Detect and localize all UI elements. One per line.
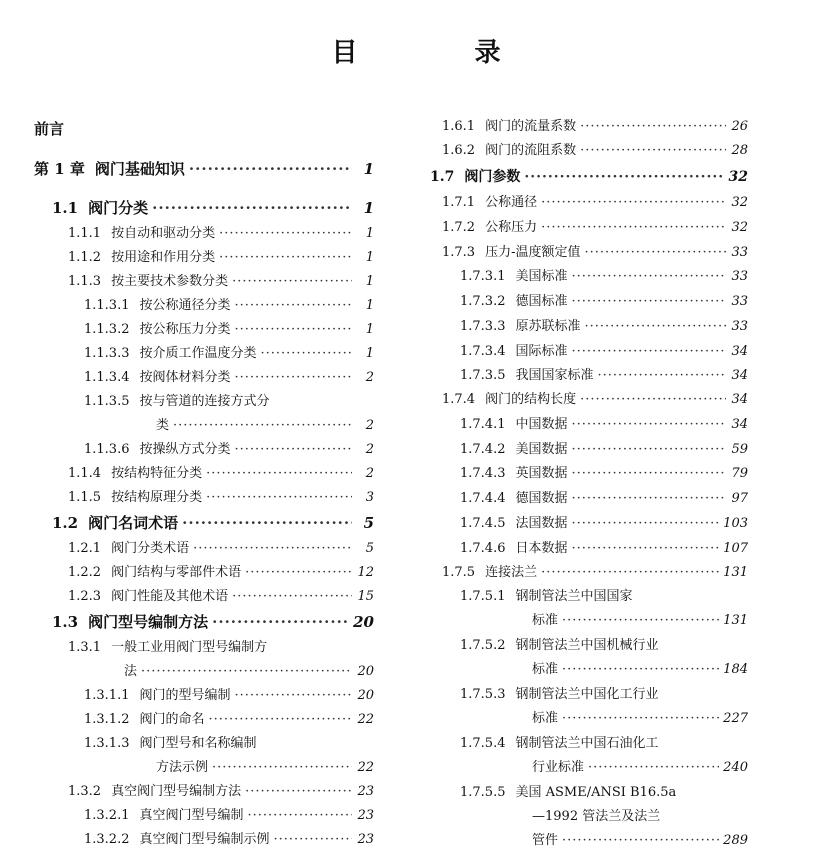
toc-entry [460,441,748,459]
toc-entry-title: 按公称压力分类 [139,322,231,337]
toc-entry [442,194,748,212]
toc-entry-number: 1.1.3.4 [84,370,130,385]
toc-entry [460,465,748,483]
toc-entry-title: 阀门基础知识 [94,160,185,178]
toc-entry-title: 公称通径 [485,195,538,210]
toc-leader-dots [245,783,352,801]
toc-entry [460,588,748,606]
toc-entry-number: 1.1.3.6 [84,442,130,457]
toc-entry-number: 1.1.3 [68,274,102,289]
toc-leader-dots [182,514,352,532]
toc-entry [460,416,748,434]
toc-entry-title: 法国数据 [515,516,568,531]
toc-entry-page: 103 [723,516,748,531]
toc-entry-title: 按用途和作用分类 [111,250,216,265]
toc-entry-title: 按公称通径分类 [139,298,231,313]
toc-entry-number: 1.7.1 [442,195,476,210]
toc-entry [430,168,748,186]
toc-entry-title: 原苏联标准 [515,319,581,334]
toc-entry-number: 1.7.4.4 [460,491,506,506]
toc-entry-page: 33 [731,269,748,284]
toc-entry [460,268,748,286]
toc-entry-page: 5 [365,541,374,556]
toc-entry-number: 1.7.5 [442,565,476,580]
toc-entry-page: 12 [357,565,374,580]
toc-entry-title: 日本数据 [515,541,568,556]
toc-entry-page: 2 [365,466,374,481]
toc-leader-dots [232,588,352,606]
toc-leader-dots [572,416,727,434]
toc-entry-title: 阀门的流阻系数 [485,143,577,158]
toc-entry-page: 5 [363,514,374,532]
toc-entry-title: 行业标准 [532,760,585,775]
toc-entry [460,735,748,753]
toc-entry-number: 1.7.4.3 [460,466,506,481]
toc-leader-dots [580,391,726,409]
toc-entry-number: 1.7.5.3 [460,687,506,702]
toc-leader-dots [572,515,720,533]
toc-leader-dots [193,540,352,558]
toc-leader-dots [219,225,352,243]
toc-entry [460,343,748,361]
toc-leader-dots [261,345,353,363]
toc-entry-page: 23 [357,784,374,799]
toc-entry-page: 33 [731,294,748,309]
toc-entry [68,249,374,267]
toc-entry-title: 美国 ASME/ANSI B16.5a [515,785,677,800]
toc-entry-title: 钢制管法兰中国机械行业 [515,638,659,653]
toc-entry-number: 1.2.1 [68,541,102,556]
toc-leader-dots [274,831,353,849]
toc-entry [442,142,748,160]
toc-leader-dots [562,832,719,850]
toc-leader-dots [206,465,352,483]
toc-leader-dots [541,194,726,212]
toc-entry-page: 22 [357,760,374,775]
toc-entry [532,710,748,728]
toc-leader-dots [189,160,352,178]
toc-entry [52,613,374,631]
toc-entry-page: 20 [357,688,374,703]
toc-leader-dots [209,711,353,729]
toc-entry-number: 1.7.5.4 [460,736,506,751]
toc-entry-page: 32 [728,169,748,185]
toc-entry-title: 阀门型号和名称编制 [139,736,257,751]
toc-entry-title: 钢制管法兰中国化工行业 [515,687,659,702]
toc-leader-dots [141,663,352,681]
toc-entry [68,783,374,801]
toc-entry-page: 131 [723,613,748,628]
toc-entry-number: 1.1.5 [68,490,102,505]
toc-entry-number: 1.1.2 [68,250,102,265]
toc-entry-page: 227 [723,711,748,726]
toc-entry-page: 22 [357,712,374,727]
toc-entry [68,489,374,507]
toc-entry [532,759,748,777]
toc-entry-title: 美国数据 [515,442,568,457]
toc-entry-number: 1.7.4.6 [460,541,506,556]
toc-entry [84,441,374,459]
toc-entry-number: 1.7 [430,169,455,185]
toc-entry-page: 1 [365,250,374,265]
toc-entry [460,637,748,655]
toc-entry-title: 钢制管法兰中国国家 [515,589,633,604]
toc-entry [124,663,374,681]
toc-entry-title: 阀门参数 [464,169,521,185]
toc-entry [532,832,748,850]
toc-entry-title: 我国国家标准 [515,368,594,383]
toc-entry [532,808,748,826]
toc-entry [460,686,748,704]
toc-entry-title: —1992 管法兰及法兰 [532,809,661,824]
toc-entry-title: 法 [124,664,138,679]
toc-entry [68,465,374,483]
toc-leader-dots [235,687,353,705]
toc-entry-title: 德国数据 [515,491,568,506]
toc-entry [84,831,374,849]
toc-entry-number: 1.1 [52,199,79,217]
toc-entry [84,345,374,363]
toc-entry-number: 1.7.3.1 [460,269,506,284]
toc-entry-title: 英国数据 [515,466,568,481]
toc-entry-number: 1.7.3.3 [460,319,506,334]
toc-entry-page: 34 [731,368,748,383]
toc-entry [442,564,748,582]
toc-entry-page: 1 [365,226,374,241]
toc-entry [84,321,374,339]
toc-entry-number: 1.3.2 [68,784,102,799]
toc-entry [68,225,374,243]
toc-entry [460,784,748,802]
toc-entry-number: 1.7.4.1 [460,417,506,432]
toc-entry [442,391,748,409]
toc-entry-page: 79 [731,466,748,481]
toc-entry-title: 阀门分类术语 [111,541,190,556]
toc-leader-dots [173,417,352,435]
toc-entry-page: 2 [365,418,374,433]
toc-entry-page: 23 [357,808,374,823]
toc-entry-number: 1.7.5.1 [460,589,506,604]
toc-entry-number: 1.7.4 [442,392,476,407]
toc-entry [460,490,748,508]
toc-entry-title: 一般工业用阀门型号编制方 [111,640,268,655]
toc-entry-number: 1.3.1 [68,640,102,655]
toc-entry-page: 33 [731,245,748,260]
toc-entry-number: 1.3 [52,613,79,631]
toc-entry-page: 3 [365,490,374,505]
toc-entry-number: 1.1.3.2 [84,322,130,337]
toc-entry-page: 34 [731,344,748,359]
toc-leader-dots [572,465,727,483]
toc-entry-number: 1.7.2 [442,220,476,235]
toc-entry-page: 59 [731,442,748,457]
toc-entry-number: 1.1.3.1 [84,298,130,313]
toc-entry [532,661,748,679]
toc-leader-dots [572,441,727,459]
toc-leader-dots [562,710,719,728]
toc-entry-title: 国际标准 [515,344,568,359]
toc-leader-dots [212,759,352,777]
toc-entry [460,540,748,558]
toc-entry [34,160,374,178]
toc-entry [84,711,374,729]
toc-entry-title: 管件 [532,833,559,848]
toc-entry-page: 2 [365,442,374,457]
toc-leader-dots [584,244,726,262]
toc-entry-page: 1 [365,322,374,337]
toc-entry [68,564,374,582]
toc-entry-title: 德国标准 [515,294,568,309]
toc-entry-title: 按与管道的连接方式分 [139,394,270,409]
toc-leader-dots [572,490,727,508]
toc-entry-page: 184 [723,662,748,677]
toc-entry-title: 阀门型号编制方法 [88,613,209,631]
toc-leader-dots [572,343,727,361]
toc-leader-dots [580,142,726,160]
toc-entry-number: 1.7.3.4 [460,344,506,359]
toc-entry-page: 2 [365,370,374,385]
toc-entry [52,514,374,532]
toc-entry-page: 20 [353,613,374,631]
toc-entry-title: 压力-温度额定值 [485,245,581,260]
toc-entry-title: 真空阀门型号编制方法 [111,784,242,799]
toc-entry-number: 1.7.5.5 [460,785,506,800]
toc-entry-page: 1 [365,298,374,313]
toc-entry-number: 1.3.1.2 [84,712,130,727]
toc-entry-title: 标准 [532,662,559,677]
toc-entry [442,244,748,262]
toc-entry-title: 阀门分类 [88,199,149,217]
toc-entry-number: 1.7.3.2 [460,294,506,309]
toc-leader-dots [235,369,353,387]
toc-entry [460,367,748,385]
toc-leader-dots [232,273,352,291]
toc-entry-number: 1.7.4.2 [460,442,506,457]
toc-entry-title: 美国标准 [515,269,568,284]
toc-entry-page: 289 [723,833,748,848]
toc-entry-number: 1.1.3.5 [84,394,130,409]
toc-leader-dots [541,219,726,237]
toc-leader-dots [580,118,726,136]
toc-entry [84,807,374,825]
toc-entry [34,120,354,138]
toc-entry-title: 标准 [532,613,559,628]
toc-entry-title: 阀门的型号编制 [139,688,231,703]
toc-entry-number: 1.3.2.1 [84,808,130,823]
toc-entry-title: 阀门的流量系数 [485,119,577,134]
toc-entry-number: 1.2.3 [68,589,102,604]
toc-entry [68,273,374,291]
toc-entry-number: 1.6.1 [442,119,476,134]
toc-leader-dots [219,249,352,267]
toc-leader-dots [588,759,719,777]
toc-entry-page: 34 [731,392,748,407]
toc-entry-number: 1.1.1 [68,226,102,241]
toc-entry-page: 34 [731,417,748,432]
toc-entry-number: 1.1.4 [68,466,102,481]
toc-entry-number: 1.7.3.5 [460,368,506,383]
toc-entry-page: 1 [365,346,374,361]
toc-entry-title: 按阀体材料分类 [139,370,231,385]
toc-entry-number: 1.7.3 [442,245,476,260]
toc-entry-title: 公称压力 [485,220,538,235]
toc-entry-title: 真空阀门型号编制示例 [139,832,270,847]
toc-leader-dots [235,297,353,315]
toc-entry-page: 107 [723,541,748,556]
toc-leader-dots [152,199,352,217]
toc-entry-title: 按结构原理分类 [111,490,203,505]
toc-entry [84,735,374,753]
toc-entry-page: 131 [723,565,748,580]
toc-entry-page: 26 [731,119,748,134]
toc-entry-page: 97 [731,491,748,506]
toc-leader-dots [572,293,727,311]
toc-entry [156,759,374,777]
toc-entry-title: 阀门性能及其他术语 [111,589,229,604]
toc-leader-dots [212,613,349,631]
toc-entry [68,588,374,606]
toc-leader-dots [248,807,353,825]
toc-entry-title: 阀门结构与零部件术语 [111,565,242,580]
toc-entry-title: 标准 [532,711,559,726]
toc-entry-number: 前言 [34,120,65,138]
toc-leader-dots [524,168,724,186]
toc-entry-page: 1 [363,199,374,217]
toc-entry-number: 1.7.4.5 [460,516,506,531]
toc-entry-number: 1.3.1.3 [84,736,130,751]
toc-entry-title: 按自动和驱动分类 [111,226,216,241]
toc-entry-number: 第 1 章 [34,160,85,178]
toc-entry-page: 32 [731,195,748,210]
toc-leader-dots [206,489,352,507]
toc-entry-title: 类 [156,418,170,433]
toc-entry-page: 20 [357,664,374,679]
toc-entry [84,687,374,705]
toc-entry [460,293,748,311]
toc-entry-page: 28 [731,143,748,158]
toc-entry-page: 32 [731,220,748,235]
toc-leader-dots [235,441,353,459]
toc-leader-dots [572,268,727,286]
toc-entry [84,297,374,315]
toc-entry [532,612,748,630]
toc-entry-title: 按结构特征分类 [111,466,203,481]
toc-leader-dots [562,612,719,630]
toc-leader-dots [245,564,352,582]
toc-entry-number: 1.2.2 [68,565,102,580]
toc-entry-title: 中国数据 [515,417,568,432]
page-title: 目 录 [331,38,555,68]
toc-entry-page: 15 [357,589,374,604]
toc-entry-number: 1.1.3.3 [84,346,130,361]
toc-leader-dots [585,318,727,336]
toc-entry [442,118,748,136]
toc-entry-title: 按主要技术参数分类 [111,274,229,289]
toc-entry-page: 240 [723,760,748,775]
toc-entry-number: 1.7.5.2 [460,638,506,653]
toc-entry-number: 1.6.2 [442,143,476,158]
toc-entry-number: 1.2 [52,514,79,532]
toc-entry-title: 钢制管法兰中国石油化工 [515,736,659,751]
toc-entry-title: 真空阀门型号编制 [139,808,244,823]
toc-entry-page: 33 [731,319,748,334]
toc-leader-dots [572,540,720,558]
toc-entry-title: 阀门的结构长度 [485,392,577,407]
toc-entry-title: 方法示例 [156,760,209,775]
toc-entry [460,515,748,533]
toc-leader-dots [541,564,719,582]
toc-entry [52,199,374,217]
toc-entry-title: 连接法兰 [485,565,538,580]
toc-entry-number: 1.3.2.2 [84,832,130,847]
toc-entry [442,219,748,237]
toc-entry-number: 1.3.1.1 [84,688,130,703]
toc-entry-title: 按介质工作温度分类 [139,346,257,361]
toc-entry [84,393,374,411]
toc-entry-page: 23 [357,832,374,847]
toc-entry [84,369,374,387]
toc-leader-dots [562,661,719,679]
toc-entry-title: 阀门的命名 [139,712,205,727]
toc-entry-page: 1 [365,274,374,289]
toc-leader-dots [235,321,353,339]
toc-entry-title: 按操纵方式分类 [139,442,231,457]
toc-leader-dots [598,367,727,385]
toc-entry [68,639,374,657]
toc-entry-page: 1 [363,160,374,178]
toc-entry [156,417,374,435]
toc-entry-title: 阀门名词术语 [88,514,179,532]
toc-entry [68,540,374,558]
toc-entry [460,318,748,336]
